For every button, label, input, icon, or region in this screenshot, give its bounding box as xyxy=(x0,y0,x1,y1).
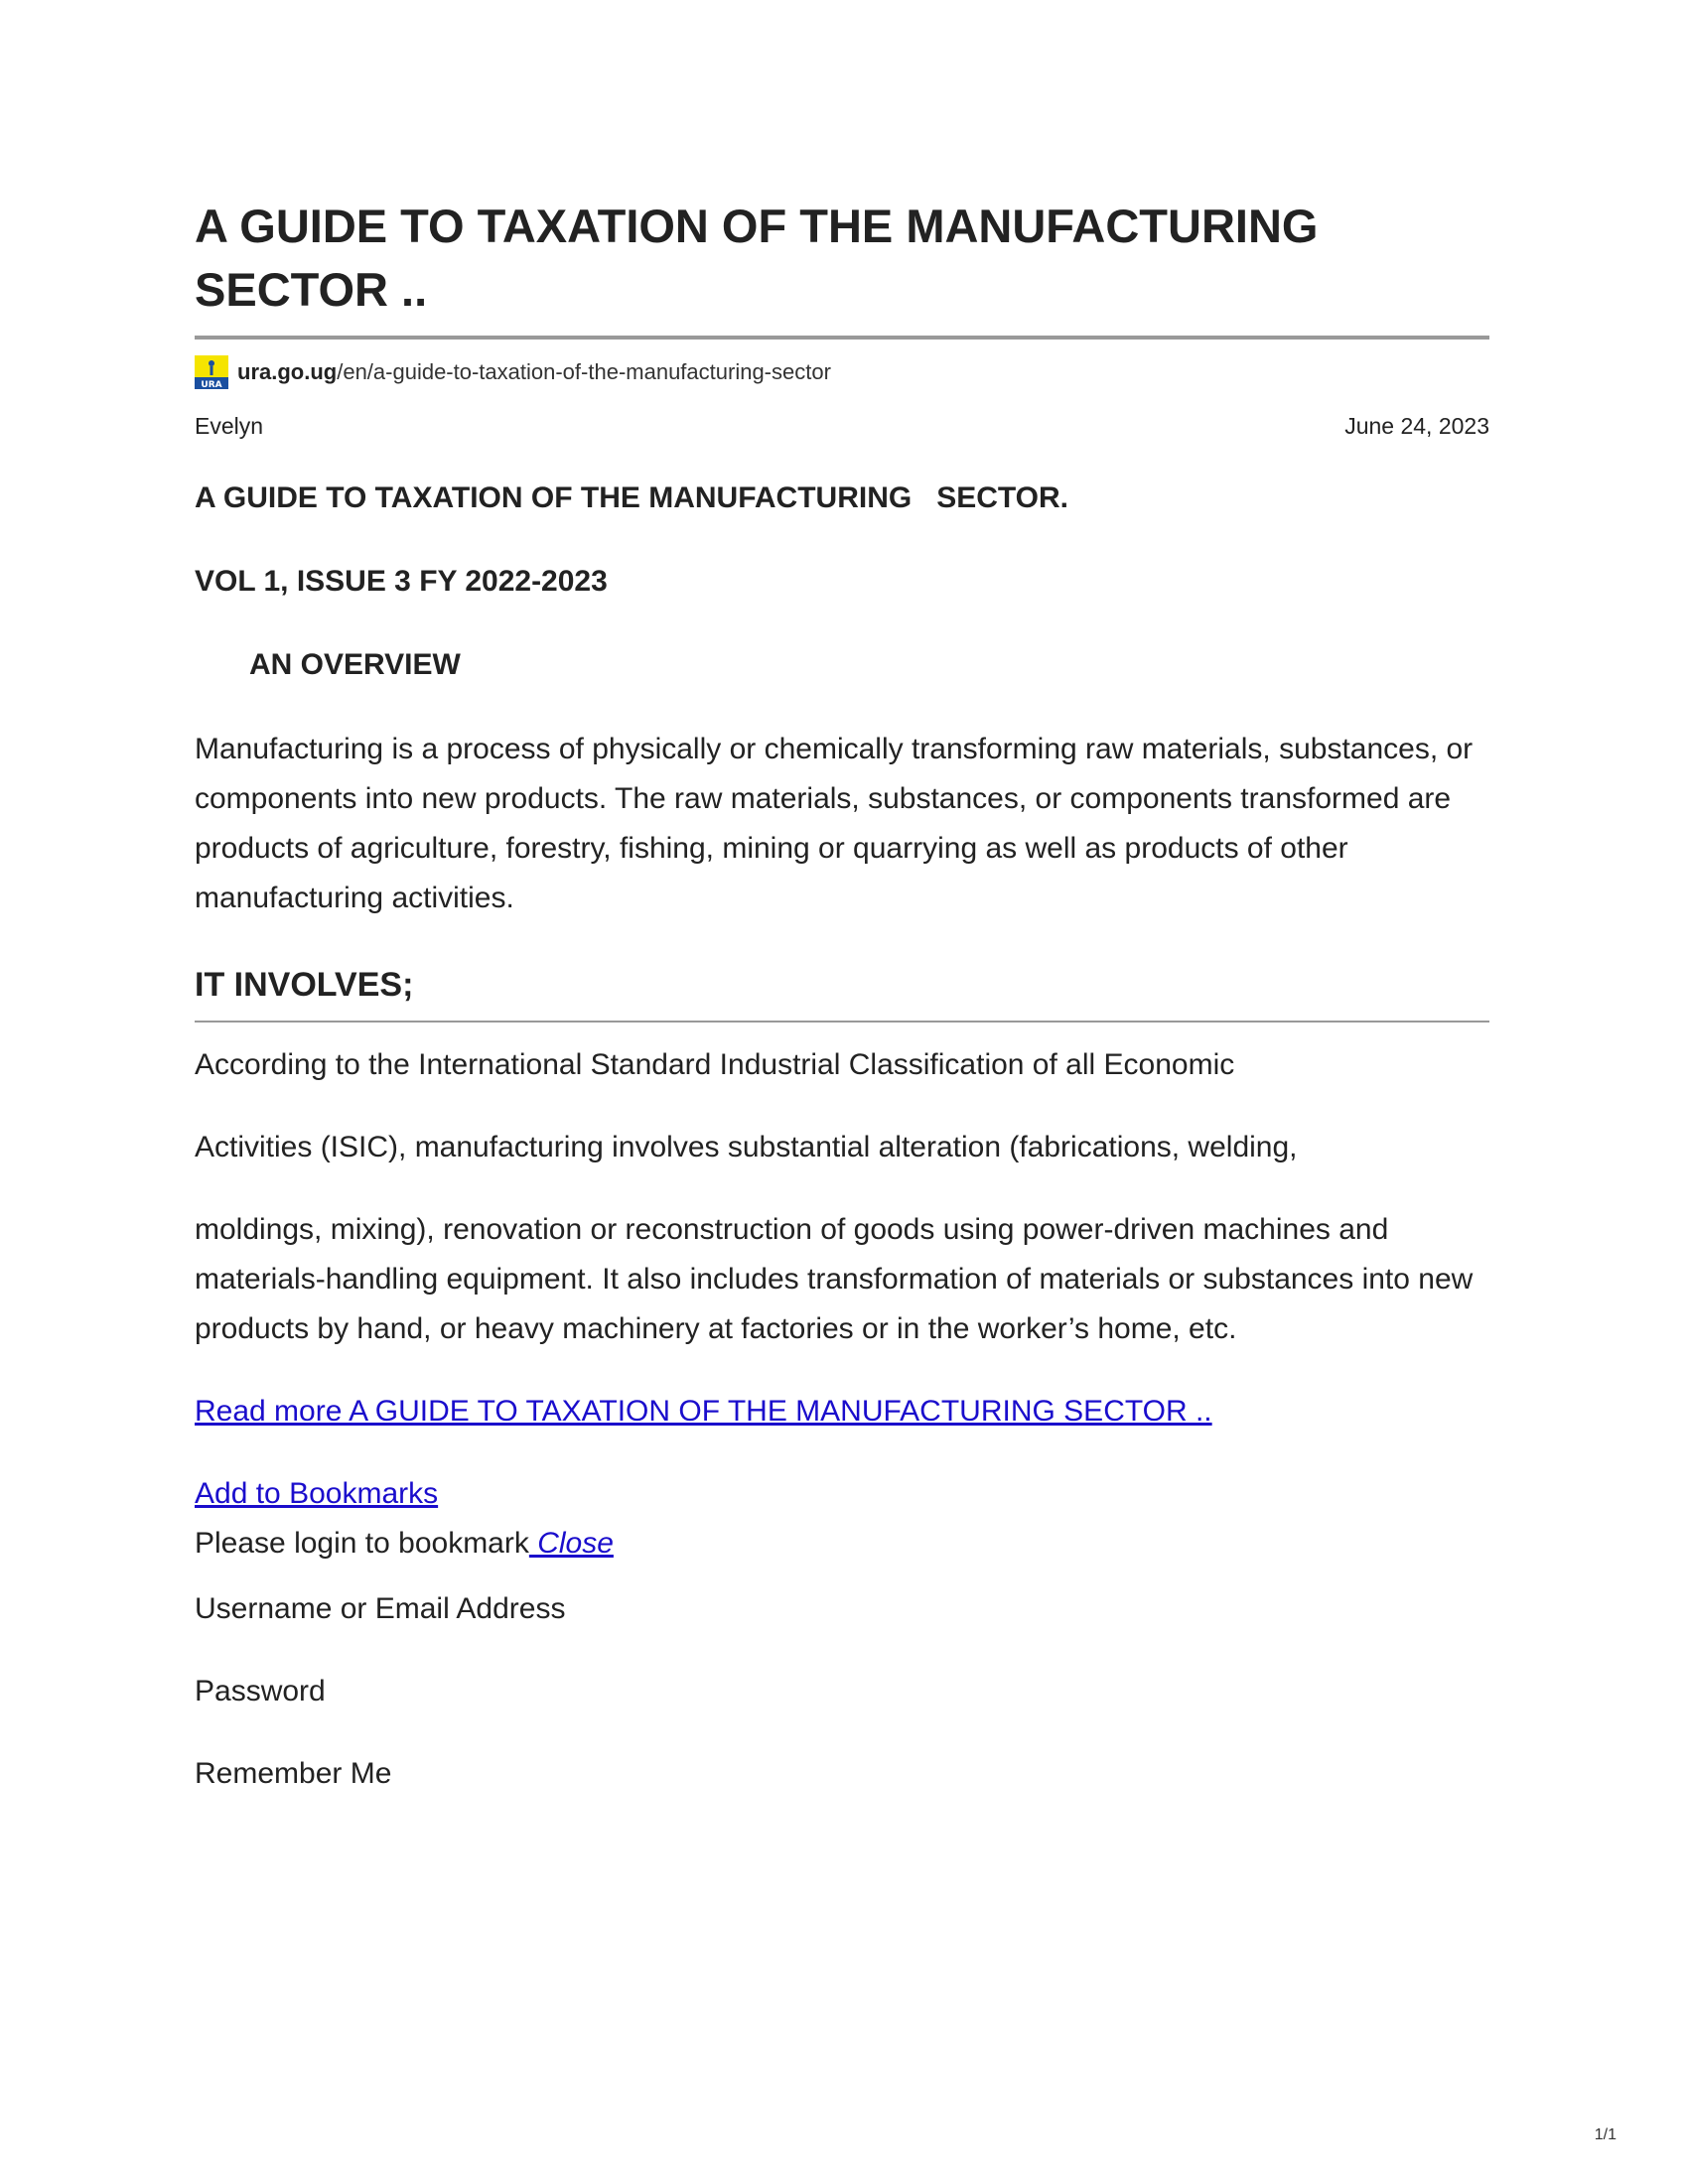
page-number: 1/1 xyxy=(1594,2126,1617,2143)
source-domain[interactable]: ura.go.ug xyxy=(237,359,338,384)
favicon-label: URA xyxy=(201,380,222,389)
article-meta xyxy=(195,411,1489,441)
volume-info: VOL 1, ISSUE 3 FY 2022-2023 xyxy=(195,565,608,598)
close-link[interactable]: Close xyxy=(528,1527,614,1560)
isic-paragraph-2: Activities (ISIC), manufacturing involves substantial alteration (fabrications, welding, xyxy=(195,1131,1298,1163)
overview-heading: AN OVERVIEW xyxy=(249,648,461,681)
section-heading: IT INVOLVES; xyxy=(195,966,414,1004)
isic-paragraph-1: According to the International Standard Industrial Classification of all Economic xyxy=(195,1048,1235,1081)
username-label: Username or Email Address xyxy=(195,1592,566,1625)
isic-paragraph-3: moldings, mixing), renovation or reconstruction of goods using power-driven machines and materials-handling equipment. It also includes transformation of materials or substances into new products by hand, or heavy machinery at factories or in the worker’s home, etc. xyxy=(195,1213,1474,1345)
login-prompt-text: Please login to bookmark xyxy=(195,1527,529,1560)
article-heading: A GUIDE TO TAXATION OF THE MANUFACTURING SECTOR. xyxy=(195,481,1069,514)
add-to-bookmarks-link[interactable]: Add to Bookmarks xyxy=(195,1477,439,1510)
publish-date: June 24, 2023 xyxy=(1344,413,1489,439)
author-name: Evelyn xyxy=(195,413,264,439)
password-label: Password xyxy=(195,1675,326,1707)
page-title: A GUIDE TO TAXATION OF THE MANUFACTURING SECTOR .. xyxy=(195,200,1319,316)
overview-paragraph: Manufacturing is a process of physically or chemically transforming raw materials, substances, or components into new products. The raw materials, substances, or components transformed are products of agriculture, forestry, fishing, mining or quarrying as well as products of other manufacturing activities. xyxy=(195,733,1474,914)
ura-logo-icon xyxy=(195,355,228,389)
article-content xyxy=(195,195,1489,1799)
source-url[interactable] xyxy=(195,355,1489,389)
section-divider xyxy=(195,1021,1489,1023)
remember-me-label: Remember Me xyxy=(195,1757,392,1790)
read-more-link[interactable]: Read more A GUIDE TO TAXATION OF THE MANUFACTURING SECTOR .. xyxy=(195,1395,1212,1428)
source-path[interactable]: /en/a-guide-to-taxation-of-the-manufacturing-sector xyxy=(337,359,831,384)
login-prompt xyxy=(195,1519,1489,1569)
title-divider xyxy=(195,336,1489,340)
